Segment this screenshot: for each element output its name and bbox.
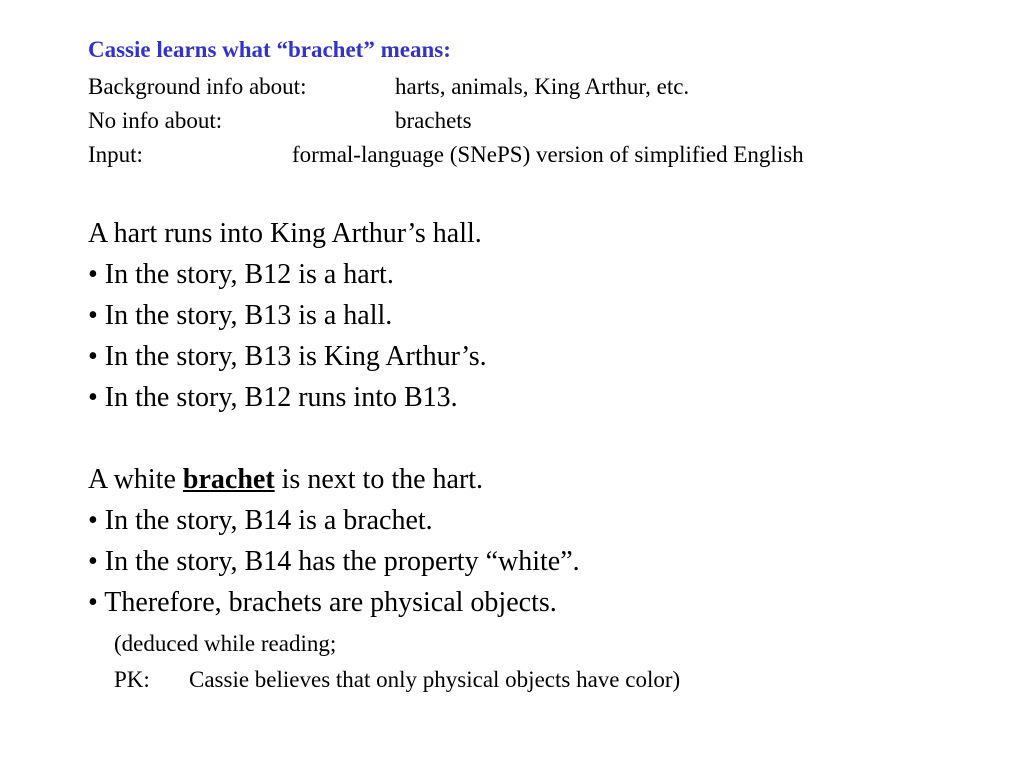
story2-bullet: • In the story, B14 is a brachet. xyxy=(88,505,433,536)
story1-bullet: • In the story, B12 runs into B13. xyxy=(88,382,458,413)
input-label: Input: xyxy=(88,142,143,167)
noinfo-value: brachets xyxy=(395,108,472,133)
story2-sentence-prefix: A white xyxy=(88,464,183,495)
story2-sentence xyxy=(88,466,483,494)
deduction-note: (deduced while reading; xyxy=(114,631,337,656)
noinfo-label: No info about: xyxy=(88,108,223,133)
brachet-keyword: brachet xyxy=(182,464,275,495)
story1-bullet: • In the story, B13 is a hall. xyxy=(88,300,393,331)
story1-sentence: A hart runs into King Arthur’s hall. xyxy=(88,218,482,249)
pk-label: PK: xyxy=(114,667,150,692)
background-value: harts, animals, King Arthur, etc. xyxy=(395,74,690,99)
story1-bullet: • In the story, B13 is King Arthur’s. xyxy=(88,341,487,372)
input-value: formal-language (SNePS) version of simplified English xyxy=(292,142,804,167)
background-label: Background info about: xyxy=(88,74,307,99)
story2-bullet: • Therefore, brachets are physical objects. xyxy=(88,587,557,618)
story1-bullet: • In the story, B12 is a hart. xyxy=(88,259,394,290)
pk-text: Cassie believes that only physical objects have color) xyxy=(189,667,681,692)
story2-bullet: • In the story, B14 has the property “white”. xyxy=(88,546,580,577)
story2-sentence-suffix: is next to the hart. xyxy=(274,464,484,495)
slide-title: Cassie learns what “brachet” means: xyxy=(88,37,451,62)
